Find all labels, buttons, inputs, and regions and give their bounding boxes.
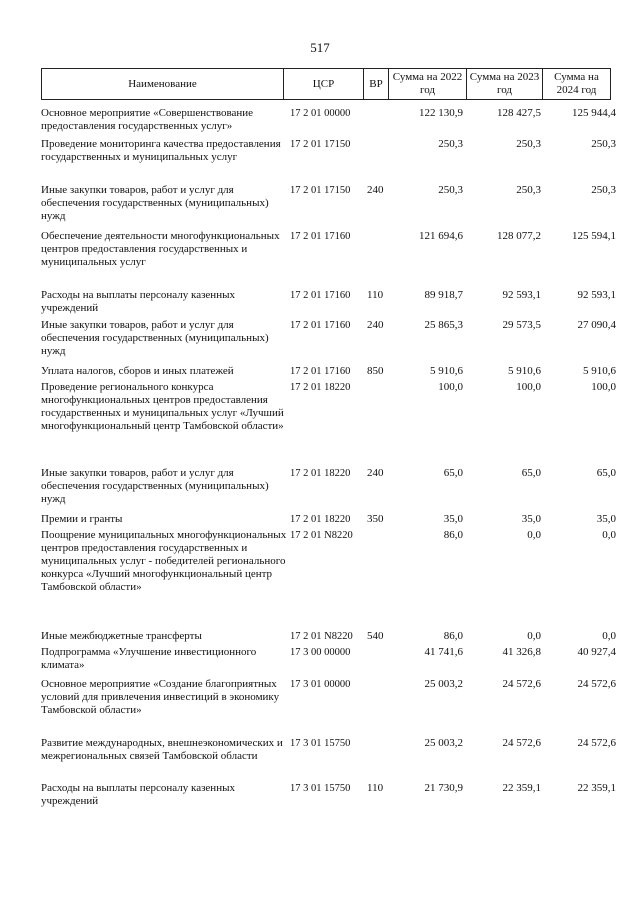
table-row	[41, 737, 616, 782]
table-row	[41, 467, 616, 513]
row-sum-2024: 0,0	[602, 529, 616, 541]
row-sum-2024: 125 944,4	[572, 107, 616, 119]
row-sum-2022: 89 918,7	[424, 289, 463, 301]
row-name: Иные закупки товаров, работ и услуг для обеспечения государственных (муниципальных) нужд	[41, 319, 269, 357]
table-row	[41, 678, 616, 737]
row-sum-2024: 24 572,6	[577, 737, 616, 749]
row-name: Иные межбюджетные трансферты	[41, 630, 202, 642]
row-sum-2023: 0,0	[527, 630, 541, 642]
table-body	[41, 107, 616, 812]
row-sum-2024: 100,0	[591, 381, 616, 393]
row-sum-2024: 65,0	[596, 467, 616, 479]
row-sum-2022: 86,0	[443, 630, 463, 642]
row-name: Обеспечение деятельности многофункциональных центров предоставления государственных и муниципальных услуг	[41, 230, 280, 268]
row-name: Поощрение муниципальных многофункциональных центров предоставления государственных и муниципальных услуг - победителей регионального конкурса «Лучший многофункциональный центр Тамбовской области»	[41, 529, 287, 593]
table-row	[41, 230, 616, 289]
table-row	[41, 184, 616, 230]
header-sum-2024: Сумма на 2024 год	[554, 71, 599, 96]
row-vr: 110	[367, 289, 384, 301]
row-name: Основное мероприятие «Совершенствование предоставления государственных услуг»	[41, 107, 254, 132]
header-vr: ВР	[364, 69, 389, 99]
row-csr: 17 2 01 18220	[290, 382, 351, 393]
row-csr: 17 2 01 17160	[290, 320, 351, 331]
row-sum-2023: 128 077,2	[497, 230, 541, 242]
row-csr: 17 2 01 17160	[290, 366, 351, 377]
row-sum-2024: 92 593,1	[577, 289, 616, 301]
row-name: Развитие международных, внешнеэкономических и межрегиональных связей Тамбовской области	[41, 737, 283, 762]
row-csr: 17 2 01 18220	[290, 468, 351, 479]
row-name: Проведение регионального конкурса многофункциональных центров предоставления государственных и муниципальных услуг «Лучший многофункциональный центр Тамбовской области»	[41, 381, 284, 432]
row-csr: 17 2 01 N8220	[290, 530, 353, 541]
table-row	[41, 319, 616, 365]
row-sum-2024: 22 359,1	[577, 782, 616, 794]
row-sum-2023: 250,3	[516, 138, 541, 150]
row-name: Расходы на выплаты персоналу казенных учреждений	[41, 782, 235, 807]
row-sum-2023: 24 572,6	[502, 737, 541, 749]
row-sum-2023: 41 326,8	[502, 646, 541, 658]
row-sum-2023: 5 910,6	[508, 365, 541, 377]
row-sum-2022: 65,0	[443, 467, 463, 479]
row-sum-2023: 24 572,6	[502, 678, 541, 690]
row-sum-2023: 100,0	[516, 381, 541, 393]
row-sum-2024: 250,3	[591, 184, 616, 196]
row-sum-2022: 25 865,3	[424, 319, 463, 331]
row-vr: 350	[367, 513, 384, 525]
row-sum-2022: 35,0	[443, 513, 463, 525]
row-name: Премии и гранты	[41, 513, 123, 525]
table-row	[41, 513, 616, 529]
row-vr: 240	[367, 184, 384, 196]
row-sum-2022: 41 741,6	[424, 646, 463, 658]
row-vr: 110	[367, 782, 384, 794]
header-sum-2022: Сумма на 2022 год	[389, 69, 467, 99]
row-sum-2022: 250,3	[438, 138, 463, 150]
row-csr: 17 3 01 15750	[290, 738, 351, 749]
table-row	[41, 782, 616, 812]
table-row	[41, 529, 616, 630]
row-sum-2024: 40 927,4	[577, 646, 616, 658]
row-name: Проведение мониторинга качества предоставления государственных и муниципальных услуг	[41, 138, 281, 163]
row-sum-2022: 25 003,2	[424, 678, 463, 690]
row-vr: 240	[367, 319, 384, 331]
header-sum-2023: Сумма на 2023 год	[467, 69, 543, 99]
table-row	[41, 365, 616, 381]
row-name: Уплата налогов, сборов и иных платежей	[41, 365, 234, 377]
table-row	[41, 630, 616, 646]
row-csr: 17 2 01 17160	[290, 290, 351, 301]
row-csr: 17 2 01 18220	[290, 514, 351, 525]
row-sum-2022: 86,0	[443, 529, 463, 541]
row-name: Иные закупки товаров, работ и услуг для обеспечения государственных (муниципальных) нужд	[41, 184, 269, 222]
row-sum-2023: 0,0	[527, 529, 541, 541]
row-csr: 17 2 01 17150	[290, 185, 351, 196]
row-sum-2024: 0,0	[602, 630, 616, 642]
row-sum-2023: 250,3	[516, 184, 541, 196]
row-name: Иные закупки товаров, работ и услуг для обеспечения государственных (муниципальных) нужд	[41, 467, 269, 505]
table-row	[41, 107, 616, 138]
row-name: Расходы на выплаты персоналу казенных учреждений	[41, 289, 235, 314]
row-csr: 17 2 01 17160	[290, 231, 351, 242]
row-csr: 17 3 01 15750	[290, 783, 351, 794]
row-csr: 17 2 01 N8220	[290, 631, 353, 642]
row-sum-2022: 121 694,6	[419, 230, 463, 242]
row-sum-2024: 250,3	[591, 138, 616, 150]
row-csr: 17 2 01 17150	[290, 139, 351, 150]
row-sum-2023: 35,0	[521, 513, 541, 525]
row-sum-2024: 24 572,6	[577, 678, 616, 690]
row-sum-2024: 125 594,1	[572, 230, 616, 242]
row-sum-2024: 35,0	[596, 513, 616, 525]
row-name: Подпрограмма «Улучшение инвестиционного климата»	[41, 646, 257, 671]
page-number: 517	[310, 40, 330, 55]
row-name: Основное мероприятие «Создание благоприятных условий для привлечения инвестиций в экономику Тамбовской области»	[41, 678, 280, 716]
table-row	[41, 138, 616, 184]
table-row	[41, 289, 616, 319]
row-csr: 17 2 01 00000	[290, 108, 351, 119]
row-sum-2022: 5 910,6	[430, 365, 463, 377]
table-row	[41, 646, 616, 678]
table-header	[41, 68, 611, 100]
row-sum-2022: 100,0	[438, 381, 463, 393]
row-vr: 240	[367, 467, 384, 479]
row-sum-2023: 22 359,1	[502, 782, 541, 794]
row-sum-2022: 122 130,9	[419, 107, 463, 119]
row-csr: 17 3 01 00000	[290, 679, 351, 690]
row-sum-2022: 250,3	[438, 184, 463, 196]
row-sum-2023: 29 573,5	[502, 319, 541, 331]
row-sum-2023: 92 593,1	[502, 289, 541, 301]
row-csr: 17 3 00 00000	[290, 647, 351, 658]
row-sum-2023: 65,0	[521, 467, 541, 479]
row-sum-2023: 128 427,5	[497, 107, 541, 119]
row-vr: 850	[367, 365, 384, 377]
header-name: Наименование	[42, 69, 284, 99]
table-row	[41, 381, 616, 467]
row-sum-2022: 21 730,9	[424, 782, 463, 794]
header-csr: ЦСР	[284, 69, 364, 99]
row-sum-2024: 27 090,4	[577, 319, 616, 331]
row-sum-2024: 5 910,6	[583, 365, 616, 377]
row-vr: 540	[367, 630, 384, 642]
row-sum-2022: 25 003,2	[424, 737, 463, 749]
